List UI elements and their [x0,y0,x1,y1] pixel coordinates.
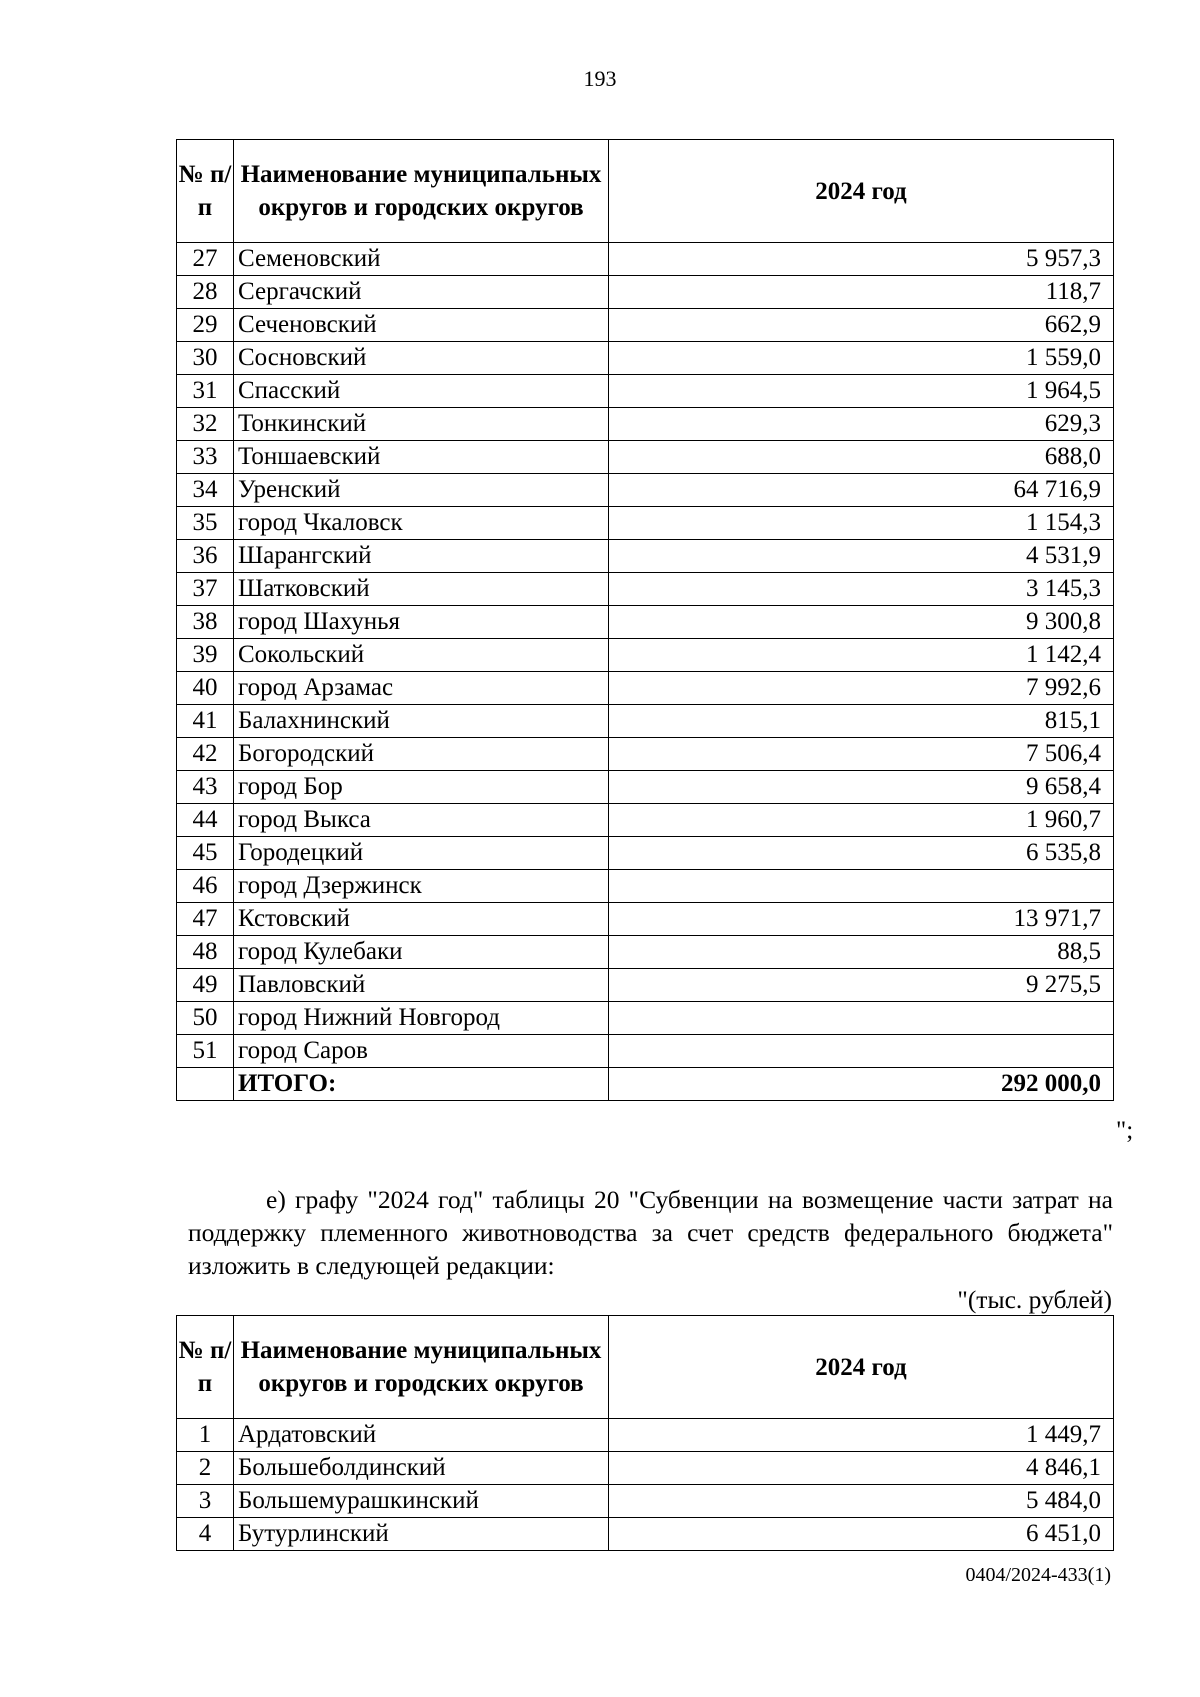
table-row [177,804,1114,837]
district-name: Сокольский [234,639,609,672]
row-number: 30 [177,342,234,375]
amount-value [609,1035,1114,1068]
district-name: Сергачский [234,276,609,309]
table-row [177,870,1114,903]
total-label: ИТОГО: [234,1068,609,1101]
amount-value: 1 142,4 [609,639,1114,672]
amount-value [609,1002,1114,1035]
amount-value: 4 531,9 [609,540,1114,573]
table-header-row [177,1316,1114,1419]
table-body [177,243,1114,1101]
amount-value: 6 535,8 [609,837,1114,870]
row-number: 32 [177,408,234,441]
table-row [177,408,1114,441]
district-name: Спасский [234,375,609,408]
table-row [177,837,1114,870]
row-number: 39 [177,639,234,672]
amendment-paragraph: е) графу "2024 год" таблицы 20 "Субвенции на возмещение части затрат на поддержку племенного животноводства за счет средств федерального бюджета" изложить в следующей редакции: [188,1185,1113,1280]
amount-value: 13 971,7 [609,903,1114,936]
row-number: 37 [177,573,234,606]
row-number: 46 [177,870,234,903]
amount-value: 1 960,7 [609,804,1114,837]
district-name: Сеченовский [234,309,609,342]
districts-table-20 [176,1315,1114,1551]
header-name: Наименование муниципальных округов и городских округов [234,1316,609,1419]
row-number: 1 [177,1419,234,1452]
district-name: Кстовский [234,903,609,936]
table-row [177,903,1114,936]
table-row [177,639,1114,672]
table-row [177,771,1114,804]
total-value: 292 000,0 [609,1068,1114,1101]
row-number: 43 [177,771,234,804]
district-name: Тоншаевский [234,441,609,474]
district-name: город Шахунья [234,606,609,639]
table-row [177,441,1114,474]
district-name: город Кулебаки [234,936,609,969]
amount-value: 662,9 [609,309,1114,342]
table-row [177,375,1114,408]
table-row [177,1002,1114,1035]
table-row [177,573,1114,606]
table-row [177,540,1114,573]
amount-value [609,870,1114,903]
table-row [177,243,1114,276]
row-number: 42 [177,738,234,771]
total-row [177,1068,1114,1101]
district-name: Балахнинский [234,705,609,738]
amount-value: 5 484,0 [609,1485,1114,1518]
amount-value: 1 449,7 [609,1419,1114,1452]
table-row [177,672,1114,705]
row-number: 38 [177,606,234,639]
row-number: 48 [177,936,234,969]
table-row [177,276,1114,309]
document-code: 0404/2024-433(1) [965,1564,1111,1586]
row-number: 2 [177,1452,234,1485]
district-name: Богородский [234,738,609,771]
table-row [177,474,1114,507]
row-number: 51 [177,1035,234,1068]
district-name: Тонкинский [234,408,609,441]
table-row [177,738,1114,771]
amount-value: 1 559,0 [609,342,1114,375]
amount-value: 1 154,3 [609,507,1114,540]
amount-value: 9 658,4 [609,771,1114,804]
row-number: 47 [177,903,234,936]
row-number: 35 [177,507,234,540]
table-row [177,606,1114,639]
amount-value: 118,7 [609,276,1114,309]
amount-value: 688,0 [609,441,1114,474]
amount-value: 4 846,1 [609,1452,1114,1485]
amount-value: 5 957,3 [609,243,1114,276]
district-name: Сосновский [234,342,609,375]
district-name: город Саров [234,1035,609,1068]
district-name: Ардатовский [234,1419,609,1452]
amount-value: 9 300,8 [609,606,1114,639]
district-name: Семеновский [234,243,609,276]
district-name: город Арзамас [234,672,609,705]
table-row [177,1485,1114,1518]
row-number: 4 [177,1518,234,1551]
amount-value: 9 275,5 [609,969,1114,1002]
total-empty-cell [177,1068,234,1101]
header-year: 2024 год [609,1316,1114,1419]
header-num: № п/п [177,1316,234,1419]
row-number: 27 [177,243,234,276]
district-name: Павловский [234,969,609,1002]
row-number: 40 [177,672,234,705]
table-header-row [177,140,1114,243]
district-name: Большеболдинский [234,1452,609,1485]
row-number: 29 [177,309,234,342]
row-number: 28 [177,276,234,309]
table-body [177,1419,1114,1551]
table-row [177,1518,1114,1551]
district-name: город Чкаловск [234,507,609,540]
row-number: 41 [177,705,234,738]
district-name: город Бор [234,771,609,804]
row-number: 36 [177,540,234,573]
district-name: Шатковский [234,573,609,606]
page-number: 193 [583,66,617,91]
amount-value: 815,1 [609,705,1114,738]
table-row [177,969,1114,1002]
row-number: 49 [177,969,234,1002]
table-row [177,309,1114,342]
district-name: Бутурлинский [234,1518,609,1551]
amount-value: 7 506,4 [609,738,1114,771]
header-year: 2024 год [609,140,1114,243]
table-row [177,342,1114,375]
row-number: 34 [177,474,234,507]
amount-value: 88,5 [609,936,1114,969]
amount-value: 3 145,3 [609,573,1114,606]
amount-value: 629,3 [609,408,1114,441]
header-num: № п/п [177,140,234,243]
row-number: 33 [177,441,234,474]
table-row [177,705,1114,738]
units-label: "(тыс. рублей) [957,1285,1112,1314]
row-number: 50 [177,1002,234,1035]
district-name: Шарангский [234,540,609,573]
amount-value: 7 992,6 [609,672,1114,705]
district-name: город Дзержинск [234,870,609,903]
row-number: 3 [177,1485,234,1518]
amount-value: 6 451,0 [609,1518,1114,1551]
quote-suffix: "; [1116,1117,1134,1144]
row-number: 44 [177,804,234,837]
header-name: Наименование муниципальных округов и городских округов [234,140,609,243]
table-row [177,936,1114,969]
table-row [177,1452,1114,1485]
district-name: город Нижний Новгород [234,1002,609,1035]
row-number: 45 [177,837,234,870]
districts-table-19 [176,139,1114,1101]
district-name: Городецкий [234,837,609,870]
district-name: Уренский [234,474,609,507]
district-name: Большемурашкинский [234,1485,609,1518]
amount-value: 64 716,9 [609,474,1114,507]
table-row [177,1035,1114,1068]
table-row [177,1419,1114,1452]
row-number: 31 [177,375,234,408]
district-name: город Выкса [234,804,609,837]
amount-value: 1 964,5 [609,375,1114,408]
table-row [177,507,1114,540]
